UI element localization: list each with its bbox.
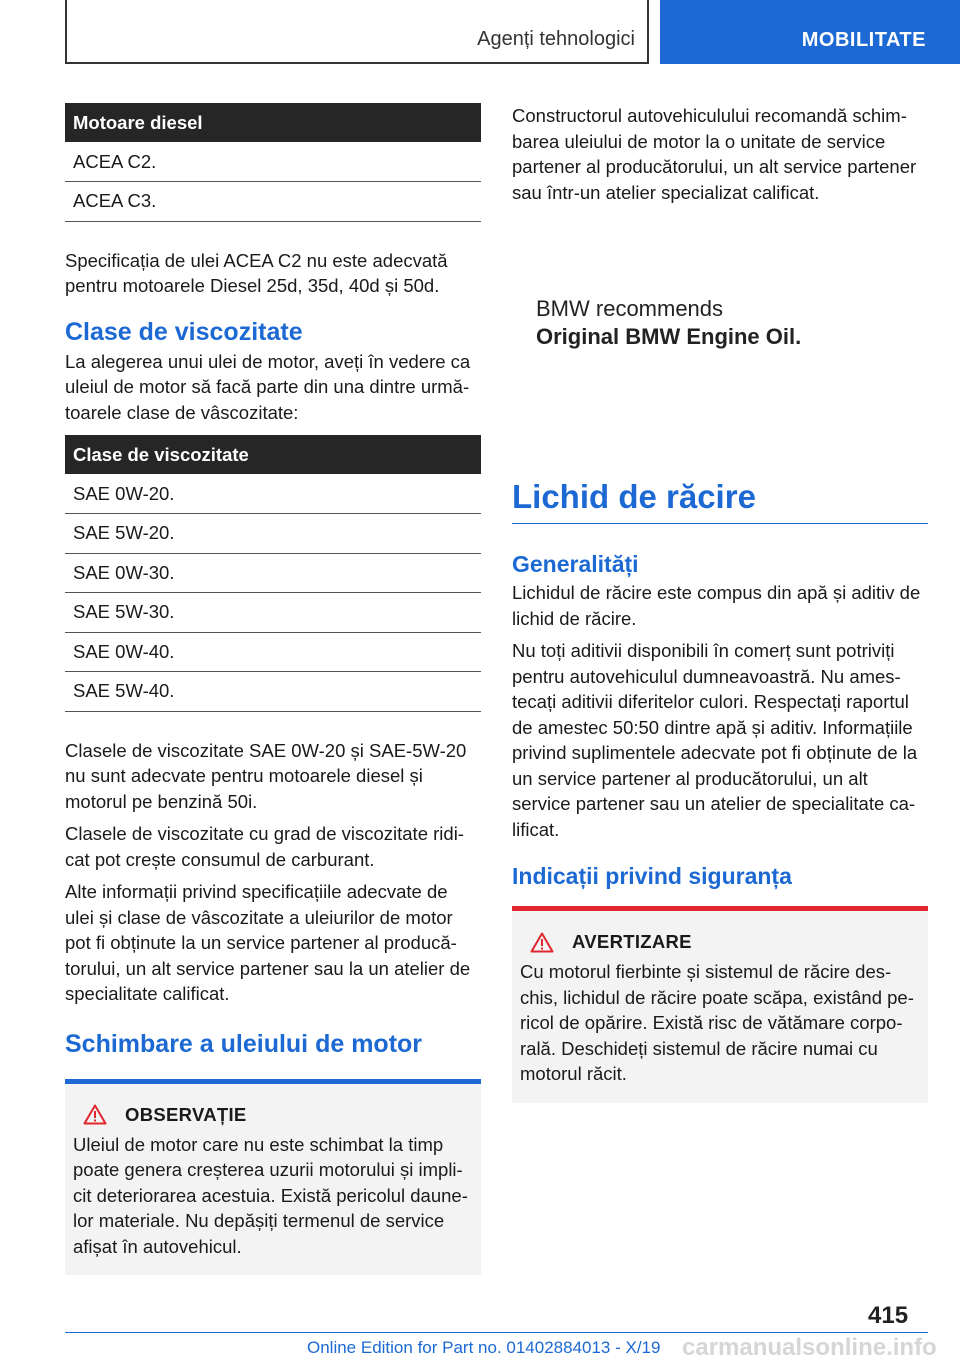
warning-header bbox=[520, 931, 920, 953]
notice-title: OBSERVAȚIE bbox=[125, 1103, 247, 1125]
table-cell: ACEA C2. bbox=[65, 142, 481, 182]
header-section-box bbox=[65, 0, 649, 64]
recommend-paragraph: Constructorul autovehiculului recomandă schim-barea uleiului de motor la o unitate de service partener al producătorului, un alt service partener sau într-un atelier specializat calificat. bbox=[512, 105, 917, 203]
table-row bbox=[65, 672, 481, 712]
table-cell: SAE 5W-20. bbox=[65, 514, 481, 554]
warning-triangle-icon bbox=[83, 1104, 107, 1125]
footer-watermark: carmanualsonline.info bbox=[682, 1334, 937, 1361]
table-cell: SAE 5W-30. bbox=[65, 593, 481, 633]
table-row bbox=[65, 632, 481, 672]
notice-header bbox=[73, 1104, 473, 1126]
notice-text: Uleiul de motor care nu este schimbat la timp poate genera creșterea uzurii motorului și impli-cit deteriorarea acestuia. Există pericolul daune-lor materiale. Nu depășiți termenul de service afișat în autovehicul. bbox=[73, 1133, 468, 1257]
table-row bbox=[65, 142, 481, 182]
warning-box bbox=[512, 906, 928, 1103]
diesel-table bbox=[65, 103, 481, 222]
viscosity-table bbox=[65, 435, 481, 712]
viscosity-paragraph-2: Clasele de viscozitate cu grad de viscozitate ridi-cat pot crește consumul de carburant. bbox=[65, 823, 464, 870]
coolant-heading-rule bbox=[512, 523, 928, 524]
table-cell: SAE 0W-30. bbox=[65, 553, 481, 593]
viscosity-heading: Clase de viscozitate bbox=[65, 317, 303, 346]
table-row bbox=[65, 593, 481, 633]
warning-text: Cu motorul fierbinte și sistemul de răcire des-chis, lichidul de răcire poate scăpa, existând pe-ricol de opărire. Există risc de vătămare corpo-rală. Deschideți sistemul de răcire numai cu motorul răcit. bbox=[520, 961, 914, 1084]
viscosity-intro: La alegerea unui ulei de motor, aveți în vedere ca uleiul de motor să facă parte din una dintre urmă-toarele clase de vâscozitate: bbox=[65, 350, 471, 423]
table-row bbox=[65, 474, 481, 514]
left-column bbox=[65, 103, 481, 1275]
table-row bbox=[65, 553, 481, 593]
table-cell: SAE 5W-40. bbox=[65, 672, 481, 712]
general-heading: Generalități bbox=[512, 551, 639, 577]
acea-paragraph: Specificația de ulei ACEA C2 nu este adecvată pentru motoarele Diesel 25d, 35d, 40d și 50d. bbox=[65, 249, 448, 296]
safety-heading: Indicații privind siguranța bbox=[512, 863, 792, 889]
viscosity-paragraph-3: Alte informații privind specificațiile adecvate de ulei și clase de vâscozitate a uleiurilor de motor pot fi obținute la un service partener al producă-torului, un alt service partener sau la un atelier de specialitate calificat. bbox=[65, 881, 471, 1004]
header-section-title: Agenți tehnologici bbox=[477, 28, 635, 50]
coolant-heading: Lichid de răcire bbox=[512, 478, 756, 515]
footer-edition: Online Edition for Part no. 01402884013 - X/19 bbox=[307, 1338, 661, 1357]
bmw-oil-logo bbox=[512, 295, 928, 351]
table-row bbox=[65, 182, 481, 222]
header-tab[interactable] bbox=[660, 0, 960, 64]
right-column bbox=[512, 103, 928, 1103]
table-row bbox=[65, 514, 481, 554]
notice-box bbox=[65, 1079, 481, 1276]
header-tab-label: MOBILITATE bbox=[801, 29, 926, 51]
warning-title: AVERTIZARE bbox=[572, 931, 692, 952]
viscosity-table-header: Clase de viscozitate bbox=[65, 435, 481, 474]
table-cell: SAE 0W-20. bbox=[65, 474, 481, 514]
general-paragraph-1: Lichidul de răcire este compus din apă și aditiv de lichid de răcire. bbox=[512, 582, 921, 629]
table-cell: ACEA C3. bbox=[65, 182, 481, 222]
oil-change-heading: Schimbare a uleiului de motor bbox=[65, 1029, 423, 1058]
diesel-table-header: Motoare diesel bbox=[65, 103, 481, 142]
oil-logo-line-2: Original BMW Engine Oil. bbox=[536, 324, 802, 349]
warning-triangle-icon bbox=[530, 932, 554, 953]
viscosity-paragraph-1: Clasele de viscozitate SAE 0W-20 și SAE-5W-20 nu sunt adecvate pentru motoarele diesel și motorul pe benzină 50i. bbox=[65, 739, 467, 812]
table-cell: SAE 0W-40. bbox=[65, 632, 481, 672]
page-number: 415 bbox=[868, 1302, 909, 1329]
footer-rule bbox=[65, 1332, 928, 1333]
oil-logo-line-1: BMW recommends bbox=[536, 296, 724, 321]
general-paragraph-2: Nu toți aditivii disponibili în comerț sunt potriviți pentru autovehiculul dumneavoastră. Nu ames-tecați aditivii diferitelor culori. Respectați raportul de amestec 50:50 dintre apă și aditiv. Informațiile privind suplimentele adecvate pot fi obținute de la un service partener al producătorului, un alt service partener sau un atelier de specialitate ca-lificat. bbox=[512, 640, 918, 840]
